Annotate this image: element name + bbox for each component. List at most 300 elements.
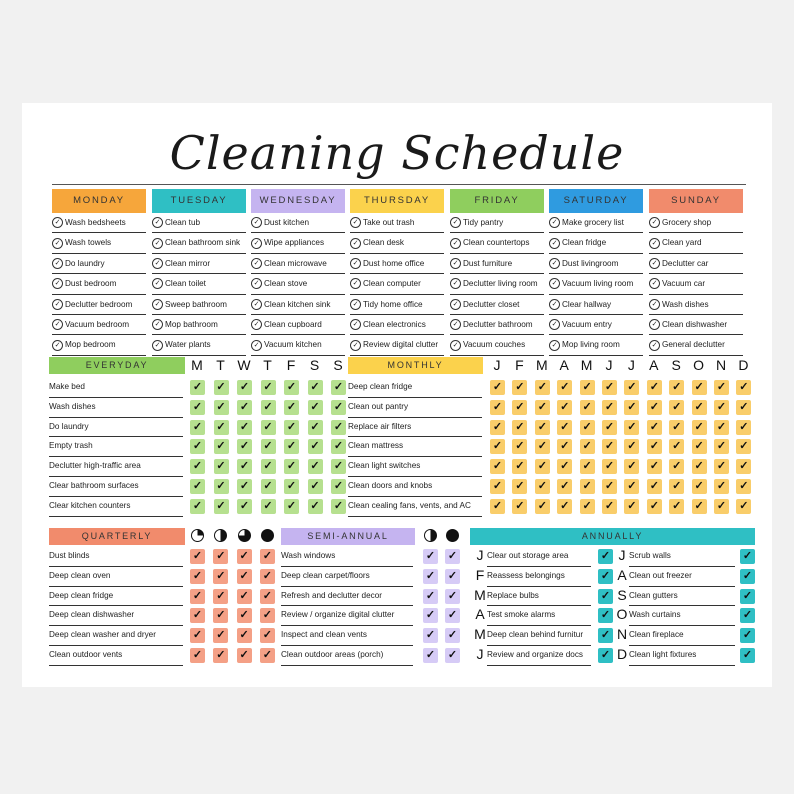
everyday-check-box[interactable]: ✓ [190,380,205,395]
checkbox-circle-icon[interactable]: ✓ [350,319,361,330]
quarterly-check-box[interactable]: ✓ [190,648,205,663]
quarterly-check-box[interactable]: ✓ [260,589,275,604]
checkbox-circle-icon[interactable]: ✓ [549,238,560,249]
annual-month-letter: J [476,547,484,563]
task-row-label: Clean outdoor vents [49,645,183,666]
checkbox-circle-icon[interactable]: ✓ [549,340,560,351]
everyday-check-box[interactable]: ✓ [261,459,276,474]
quarterly-check-box[interactable]: ✓ [190,608,205,623]
checkbox-circle-icon[interactable]: ✓ [251,258,262,269]
everyday-check-box[interactable]: ✓ [214,459,229,474]
checkbox-circle-icon[interactable]: ✓ [251,278,262,289]
day-task[interactable] [649,233,743,253]
everyday-check-box[interactable]: ✓ [308,400,323,415]
quarterly-check-box[interactable]: ✓ [213,628,228,643]
semiannual-check-box[interactable]: ✓ [423,648,438,663]
everyday-check-box[interactable]: ✓ [190,420,205,435]
day-task-label: Dust furniture [463,258,513,268]
semiannual-check-box[interactable]: ✓ [445,549,460,564]
checkbox-circle-icon[interactable]: ✓ [152,319,163,330]
day-task-label: Tidy pantry [463,218,504,227]
checkbox-circle-icon[interactable]: ✓ [549,258,560,269]
everyday-check-box[interactable]: ✓ [308,439,323,454]
day-task-label: Dust home office [363,258,425,268]
monthly-check-box[interactable]: ✓ [580,439,595,454]
semiannual-check-box[interactable]: ✓ [423,569,438,584]
monthly-check-box[interactable]: ✓ [669,439,684,454]
semiannual-check-box[interactable]: ✓ [445,569,460,584]
monthly-check-box[interactable]: ✓ [535,420,550,435]
day-task[interactable] [649,315,743,335]
monthly-check-box[interactable]: ✓ [736,420,751,435]
checkbox-circle-icon[interactable]: ✓ [350,258,361,269]
day-task[interactable] [251,213,345,233]
checkbox-circle-icon[interactable]: ✓ [350,217,361,228]
day-task[interactable] [251,274,345,294]
checkbox-circle-icon[interactable]: ✓ [649,299,660,310]
quarterly-check-box[interactable]: ✓ [237,648,252,663]
quarterly-check-box[interactable]: ✓ [213,648,228,663]
checkbox-circle-icon[interactable]: ✓ [251,319,262,330]
checkbox-circle-icon[interactable]: ✓ [549,217,560,228]
annual-check-box[interactable]: ✓ [740,549,755,564]
everyday-check-box[interactable]: ✓ [261,380,276,395]
monthly-check-box[interactable]: ✓ [490,479,505,494]
checkbox-circle-icon[interactable]: ✓ [350,299,361,310]
monthly-check-box[interactable]: ✓ [580,499,595,514]
monthly-check-box[interactable]: ✓ [692,459,707,474]
quarterly-check-box[interactable]: ✓ [190,569,205,584]
day-task[interactable] [251,335,345,355]
checkbox-circle-icon[interactable]: ✓ [549,278,560,289]
day-task[interactable] [549,315,643,335]
everyday-check-box[interactable]: ✓ [261,439,276,454]
checkbox-circle-icon[interactable]: ✓ [152,299,163,310]
day-task[interactable] [450,315,544,335]
everyday-check-box[interactable]: ✓ [261,479,276,494]
day-task[interactable] [450,274,544,294]
checkbox-circle-icon[interactable]: ✓ [52,258,63,269]
checkbox-circle-icon[interactable]: ✓ [350,278,361,289]
monthly-check-box[interactable]: ✓ [557,400,572,415]
monthly-check-box[interactable]: ✓ [512,459,527,474]
day-task[interactable] [649,274,743,294]
monthly-check-box[interactable]: ✓ [647,439,662,454]
annual-check-box[interactable]: ✓ [740,648,755,663]
everyday-check-box[interactable]: ✓ [214,380,229,395]
day-task[interactable] [152,274,246,294]
monthly-check-box[interactable]: ✓ [669,400,684,415]
monthly-check-box[interactable]: ✓ [602,400,617,415]
quarter-4-icon [261,529,274,542]
semiannual-check-box[interactable]: ✓ [445,648,460,663]
day-task[interactable] [350,295,444,315]
monthly-check-box[interactable]: ✓ [580,479,595,494]
half-1-icon [424,529,437,542]
annual-check-box[interactable]: ✓ [598,549,613,564]
everyday-check-box[interactable]: ✓ [284,380,299,395]
monthly-check-box[interactable]: ✓ [490,400,505,415]
checkbox-circle-icon[interactable]: ✓ [649,340,660,351]
task-row-label: Declutter high-traffic area [49,456,183,477]
everyday-check-box[interactable]: ✓ [237,439,252,454]
everyday-check-box[interactable]: ✓ [284,439,299,454]
monthly-check-box[interactable]: ✓ [647,499,662,514]
checkbox-circle-icon[interactable]: ✓ [52,238,63,249]
day-task[interactable] [549,233,643,253]
monthly-check-box[interactable]: ✓ [580,459,595,474]
day-task[interactable] [350,254,444,274]
monthly-check-box[interactable]: ✓ [512,479,527,494]
everyday-check-box[interactable]: ✓ [237,420,252,435]
checkbox-circle-icon[interactable]: ✓ [450,299,461,310]
day-task[interactable] [152,295,246,315]
checkbox-circle-icon[interactable]: ✓ [450,340,461,351]
everyday-check-box[interactable]: ✓ [237,400,252,415]
monthly-check-box[interactable]: ✓ [490,420,505,435]
monthly-check-box[interactable]: ✓ [557,499,572,514]
everyday-check-box[interactable]: ✓ [331,420,346,435]
monthly-check-box[interactable]: ✓ [580,400,595,415]
monthly-check-box[interactable]: ✓ [714,499,729,514]
monthly-check-box[interactable]: ✓ [512,380,527,395]
day-task[interactable] [251,315,345,335]
everyday-check-box[interactable]: ✓ [284,479,299,494]
everyday-check-box[interactable]: ✓ [214,400,229,415]
monthly-check-box[interactable]: ✓ [490,499,505,514]
checkbox-circle-icon[interactable]: ✓ [450,278,461,289]
quarterly-check-box[interactable]: ✓ [237,589,252,604]
checkbox-circle-icon[interactable]: ✓ [649,258,660,269]
day-task[interactable] [649,213,743,233]
day-task[interactable] [251,254,345,274]
monthly-check-box[interactable]: ✓ [557,459,572,474]
day-task[interactable] [152,213,246,233]
monthly-check-box[interactable]: ✓ [535,499,550,514]
everyday-check-box[interactable]: ✓ [261,400,276,415]
semiannual-check-box[interactable]: ✓ [423,549,438,564]
monthly-check-box[interactable]: ✓ [669,420,684,435]
monthly-check-box[interactable]: ✓ [535,439,550,454]
annual-task-label: Replace bulbs [487,586,591,607]
day-task[interactable] [350,213,444,233]
quarterly-check-box[interactable]: ✓ [260,628,275,643]
annual-check-box[interactable]: ✓ [740,608,755,623]
everyday-check-box[interactable]: ✓ [284,400,299,415]
monthly-check-box[interactable]: ✓ [624,499,639,514]
everyday-check-box[interactable]: ✓ [214,479,229,494]
day-task[interactable] [52,295,146,315]
monthly-check-box[interactable]: ✓ [624,420,639,435]
day-task[interactable] [350,233,444,253]
day-task[interactable] [350,335,444,355]
day-task[interactable] [649,254,743,274]
monthly-check-box[interactable]: ✓ [714,459,729,474]
checkbox-circle-icon[interactable]: ✓ [649,217,660,228]
checkbox-circle-icon[interactable]: ✓ [251,299,262,310]
monthly-check-box[interactable]: ✓ [714,380,729,395]
monthly-check-box[interactable]: ✓ [692,380,707,395]
monthly-check-box[interactable]: ✓ [512,499,527,514]
monthly-check-box[interactable]: ✓ [692,499,707,514]
everyday-check-box[interactable]: ✓ [284,499,299,514]
quarterly-check-box[interactable]: ✓ [190,628,205,643]
quarterly-check-box[interactable]: ✓ [213,549,228,564]
monthly-check-box[interactable]: ✓ [557,439,572,454]
annual-check-box[interactable]: ✓ [740,589,755,604]
day-task[interactable] [350,274,444,294]
checkbox-circle-icon[interactable]: ✓ [251,238,262,249]
quarterly-check-box[interactable]: ✓ [190,589,205,604]
day-task[interactable] [152,335,246,355]
monthly-check-box[interactable]: ✓ [692,420,707,435]
monthly-check-box[interactable]: ✓ [624,439,639,454]
monthly-check-box[interactable]: ✓ [669,479,684,494]
checkbox-circle-icon[interactable]: ✓ [649,319,660,330]
monthly-check-box[interactable]: ✓ [512,420,527,435]
monthly-check-box[interactable]: ✓ [692,439,707,454]
everyday-check-box[interactable]: ✓ [214,420,229,435]
everyday-check-box[interactable]: ✓ [331,459,346,474]
monthly-check-box[interactable]: ✓ [736,459,751,474]
monthly-check-box[interactable]: ✓ [669,380,684,395]
monthly-check-box[interactable]: ✓ [557,420,572,435]
monthly-check-box[interactable]: ✓ [624,400,639,415]
quarterly-check-box[interactable]: ✓ [237,608,252,623]
everyday-check-box[interactable]: ✓ [331,479,346,494]
everyday-check-box[interactable]: ✓ [237,459,252,474]
day-task[interactable] [549,274,643,294]
everyday-check-box[interactable]: ✓ [331,499,346,514]
monthly-check-box[interactable]: ✓ [512,400,527,415]
day-task[interactable] [450,295,544,315]
monthly-check-box[interactable]: ✓ [535,479,550,494]
checkbox-circle-icon[interactable]: ✓ [450,319,461,330]
annual-check-box[interactable]: ✓ [740,628,755,643]
monthly-check-box[interactable]: ✓ [535,459,550,474]
quarterly-check-box[interactable]: ✓ [213,569,228,584]
quarterly-check-box[interactable]: ✓ [260,569,275,584]
checkbox-circle-icon[interactable]: ✓ [649,238,660,249]
day-task-label: Take out trash [363,218,415,227]
semiannual-check-box[interactable]: ✓ [423,608,438,623]
everyday-check-box[interactable]: ✓ [190,400,205,415]
monthly-check-box[interactable]: ✓ [714,439,729,454]
checkbox-circle-icon[interactable]: ✓ [549,319,560,330]
day-task[interactable] [450,254,544,274]
everyday-check-box[interactable]: ✓ [308,479,323,494]
checkbox-circle-icon[interactable]: ✓ [152,340,163,351]
task-row-label: Inspect and clean vents [281,625,413,646]
quarterly-check-box[interactable]: ✓ [237,628,252,643]
task-row-label: Do laundry [49,417,183,438]
everyday-check-box[interactable]: ✓ [284,420,299,435]
monthly-check-box[interactable]: ✓ [647,420,662,435]
annual-check-box[interactable]: ✓ [598,608,613,623]
monthly-check-box[interactable]: ✓ [512,439,527,454]
everyday-check-box[interactable]: ✓ [308,499,323,514]
annual-check-box[interactable]: ✓ [598,628,613,643]
day-header: THURSDAY [350,189,444,213]
day-task[interactable] [649,295,743,315]
quarterly-check-box[interactable]: ✓ [213,589,228,604]
everyday-check-box[interactable]: ✓ [308,459,323,474]
monthly-check-box[interactable]: ✓ [736,380,751,395]
day-task[interactable] [52,335,146,355]
day-task[interactable] [52,233,146,253]
checkbox-circle-icon[interactable]: ✓ [649,278,660,289]
monthly-check-box[interactable]: ✓ [602,459,617,474]
annual-task-label: Clean light fixtures [629,645,735,666]
everyday-check-box[interactable]: ✓ [331,400,346,415]
monthly-check-box[interactable]: ✓ [647,380,662,395]
monthly-check-box[interactable]: ✓ [736,400,751,415]
annual-check-box[interactable]: ✓ [598,648,613,663]
everyday-check-box[interactable]: ✓ [190,479,205,494]
day-task[interactable] [52,274,146,294]
monthly-check-box[interactable]: ✓ [490,459,505,474]
everyday-check-box[interactable]: ✓ [190,439,205,454]
monthly-check-box[interactable]: ✓ [714,479,729,494]
day-task[interactable] [152,233,246,253]
monthly-check-box[interactable]: ✓ [624,459,639,474]
checkbox-circle-icon[interactable]: ✓ [251,217,262,228]
checkbox-circle-icon[interactable]: ✓ [152,238,163,249]
quarterly-check-box[interactable]: ✓ [213,608,228,623]
everyday-check-box[interactable]: ✓ [261,420,276,435]
everyday-check-box[interactable]: ✓ [331,439,346,454]
checkbox-circle-icon[interactable]: ✓ [52,340,63,351]
monthly-check-box[interactable]: ✓ [736,499,751,514]
monthly-check-box[interactable]: ✓ [714,420,729,435]
quarterly-check-box[interactable]: ✓ [237,549,252,564]
checkbox-circle-icon[interactable]: ✓ [350,340,361,351]
day-task[interactable] [251,295,345,315]
monthly-check-box[interactable]: ✓ [736,439,751,454]
monthly-check-box[interactable]: ✓ [692,400,707,415]
day-task[interactable] [549,335,643,355]
semiannual-check-box[interactable]: ✓ [445,608,460,623]
checkbox-circle-icon[interactable]: ✓ [350,238,361,249]
everyday-check-box[interactable]: ✓ [237,380,252,395]
monthly-check-box[interactable]: ✓ [490,380,505,395]
day-task[interactable] [152,254,246,274]
monthly-check-box[interactable]: ✓ [580,380,595,395]
checkbox-circle-icon[interactable]: ✓ [450,217,461,228]
monthly-check-box[interactable]: ✓ [602,499,617,514]
semiannual-check-box[interactable]: ✓ [445,628,460,643]
monthly-check-box[interactable]: ✓ [647,459,662,474]
day-header: TUESDAY [152,189,246,213]
monthly-check-box[interactable]: ✓ [535,400,550,415]
monthly-check-box[interactable]: ✓ [692,479,707,494]
everyday-check-box[interactable]: ✓ [214,439,229,454]
quarterly-check-box[interactable]: ✓ [237,569,252,584]
day-task[interactable] [549,295,643,315]
monthly-check-box[interactable]: ✓ [557,479,572,494]
day-task[interactable] [52,213,146,233]
quarterly-check-box[interactable]: ✓ [260,549,275,564]
quarterly-check-box[interactable]: ✓ [260,608,275,623]
everyday-check-box[interactable]: ✓ [308,380,323,395]
task-row-label: Clear kitchen counters [49,496,183,517]
day-task[interactable] [52,254,146,274]
day-task[interactable] [52,315,146,335]
checkbox-circle-icon[interactable]: ✓ [152,217,163,228]
checkbox-circle-icon[interactable]: ✓ [450,258,461,269]
monthly-check-box[interactable]: ✓ [580,420,595,435]
day-task[interactable] [251,233,345,253]
annual-check-box[interactable]: ✓ [740,569,755,584]
semiannual-check-box[interactable]: ✓ [423,589,438,604]
checkbox-circle-icon[interactable]: ✓ [450,238,461,249]
checkbox-circle-icon[interactable]: ✓ [152,278,163,289]
everyday-check-box[interactable]: ✓ [261,499,276,514]
month-letter: A [649,357,659,373]
semiannual-check-box[interactable]: ✓ [423,628,438,643]
annual-month-letter: N [616,626,628,643]
day-task[interactable] [450,213,544,233]
day-task[interactable] [350,315,444,335]
monthly-check-box[interactable]: ✓ [624,479,639,494]
month-letter: F [515,357,524,373]
everyday-check-box[interactable]: ✓ [284,459,299,474]
monthly-check-box[interactable]: ✓ [714,400,729,415]
monthly-check-box[interactable]: ✓ [490,439,505,454]
annual-check-box[interactable]: ✓ [598,589,613,604]
everyday-check-box[interactable]: ✓ [190,459,205,474]
monthly-check-box[interactable]: ✓ [602,380,617,395]
day-task[interactable] [649,335,743,355]
monthly-check-box[interactable]: ✓ [669,499,684,514]
task-row-label: Clean out pantry [348,397,482,418]
day-task[interactable] [152,315,246,335]
monthly-check-box[interactable]: ✓ [602,439,617,454]
monthly-check-box[interactable]: ✓ [624,380,639,395]
quarterly-check-box[interactable]: ✓ [190,549,205,564]
monthly-check-box[interactable]: ✓ [602,479,617,494]
day-task[interactable] [549,213,643,233]
monthly-check-box[interactable]: ✓ [602,420,617,435]
everyday-check-box[interactable]: ✓ [308,420,323,435]
semiannual-check-box[interactable]: ✓ [445,589,460,604]
monthly-check-box[interactable]: ✓ [669,459,684,474]
checkbox-circle-icon[interactable]: ✓ [152,258,163,269]
checkbox-circle-icon[interactable]: ✓ [52,299,63,310]
checkbox-circle-icon[interactable]: ✓ [52,278,63,289]
quarterly-check-box[interactable]: ✓ [260,648,275,663]
checkbox-circle-icon[interactable]: ✓ [251,340,262,351]
monthly-check-box[interactable]: ✓ [647,479,662,494]
day-task[interactable] [450,335,544,355]
day-task[interactable] [549,254,643,274]
checkbox-circle-icon[interactable]: ✓ [52,319,63,330]
monthly-check-box[interactable]: ✓ [535,380,550,395]
monthly-check-box[interactable]: ✓ [647,400,662,415]
everyday-check-box[interactable]: ✓ [331,380,346,395]
everyday-check-box[interactable]: ✓ [237,479,252,494]
everyday-check-box[interactable]: ✓ [214,499,229,514]
day-column-monday [52,189,146,356]
monthly-check-box[interactable]: ✓ [557,380,572,395]
checkbox-circle-icon[interactable]: ✓ [549,299,560,310]
everyday-check-box[interactable]: ✓ [237,499,252,514]
day-task[interactable] [450,233,544,253]
checkbox-circle-icon[interactable]: ✓ [52,217,63,228]
annual-check-box[interactable]: ✓ [598,569,613,584]
monthly-check-box[interactable]: ✓ [736,479,751,494]
everyday-check-box[interactable]: ✓ [190,499,205,514]
